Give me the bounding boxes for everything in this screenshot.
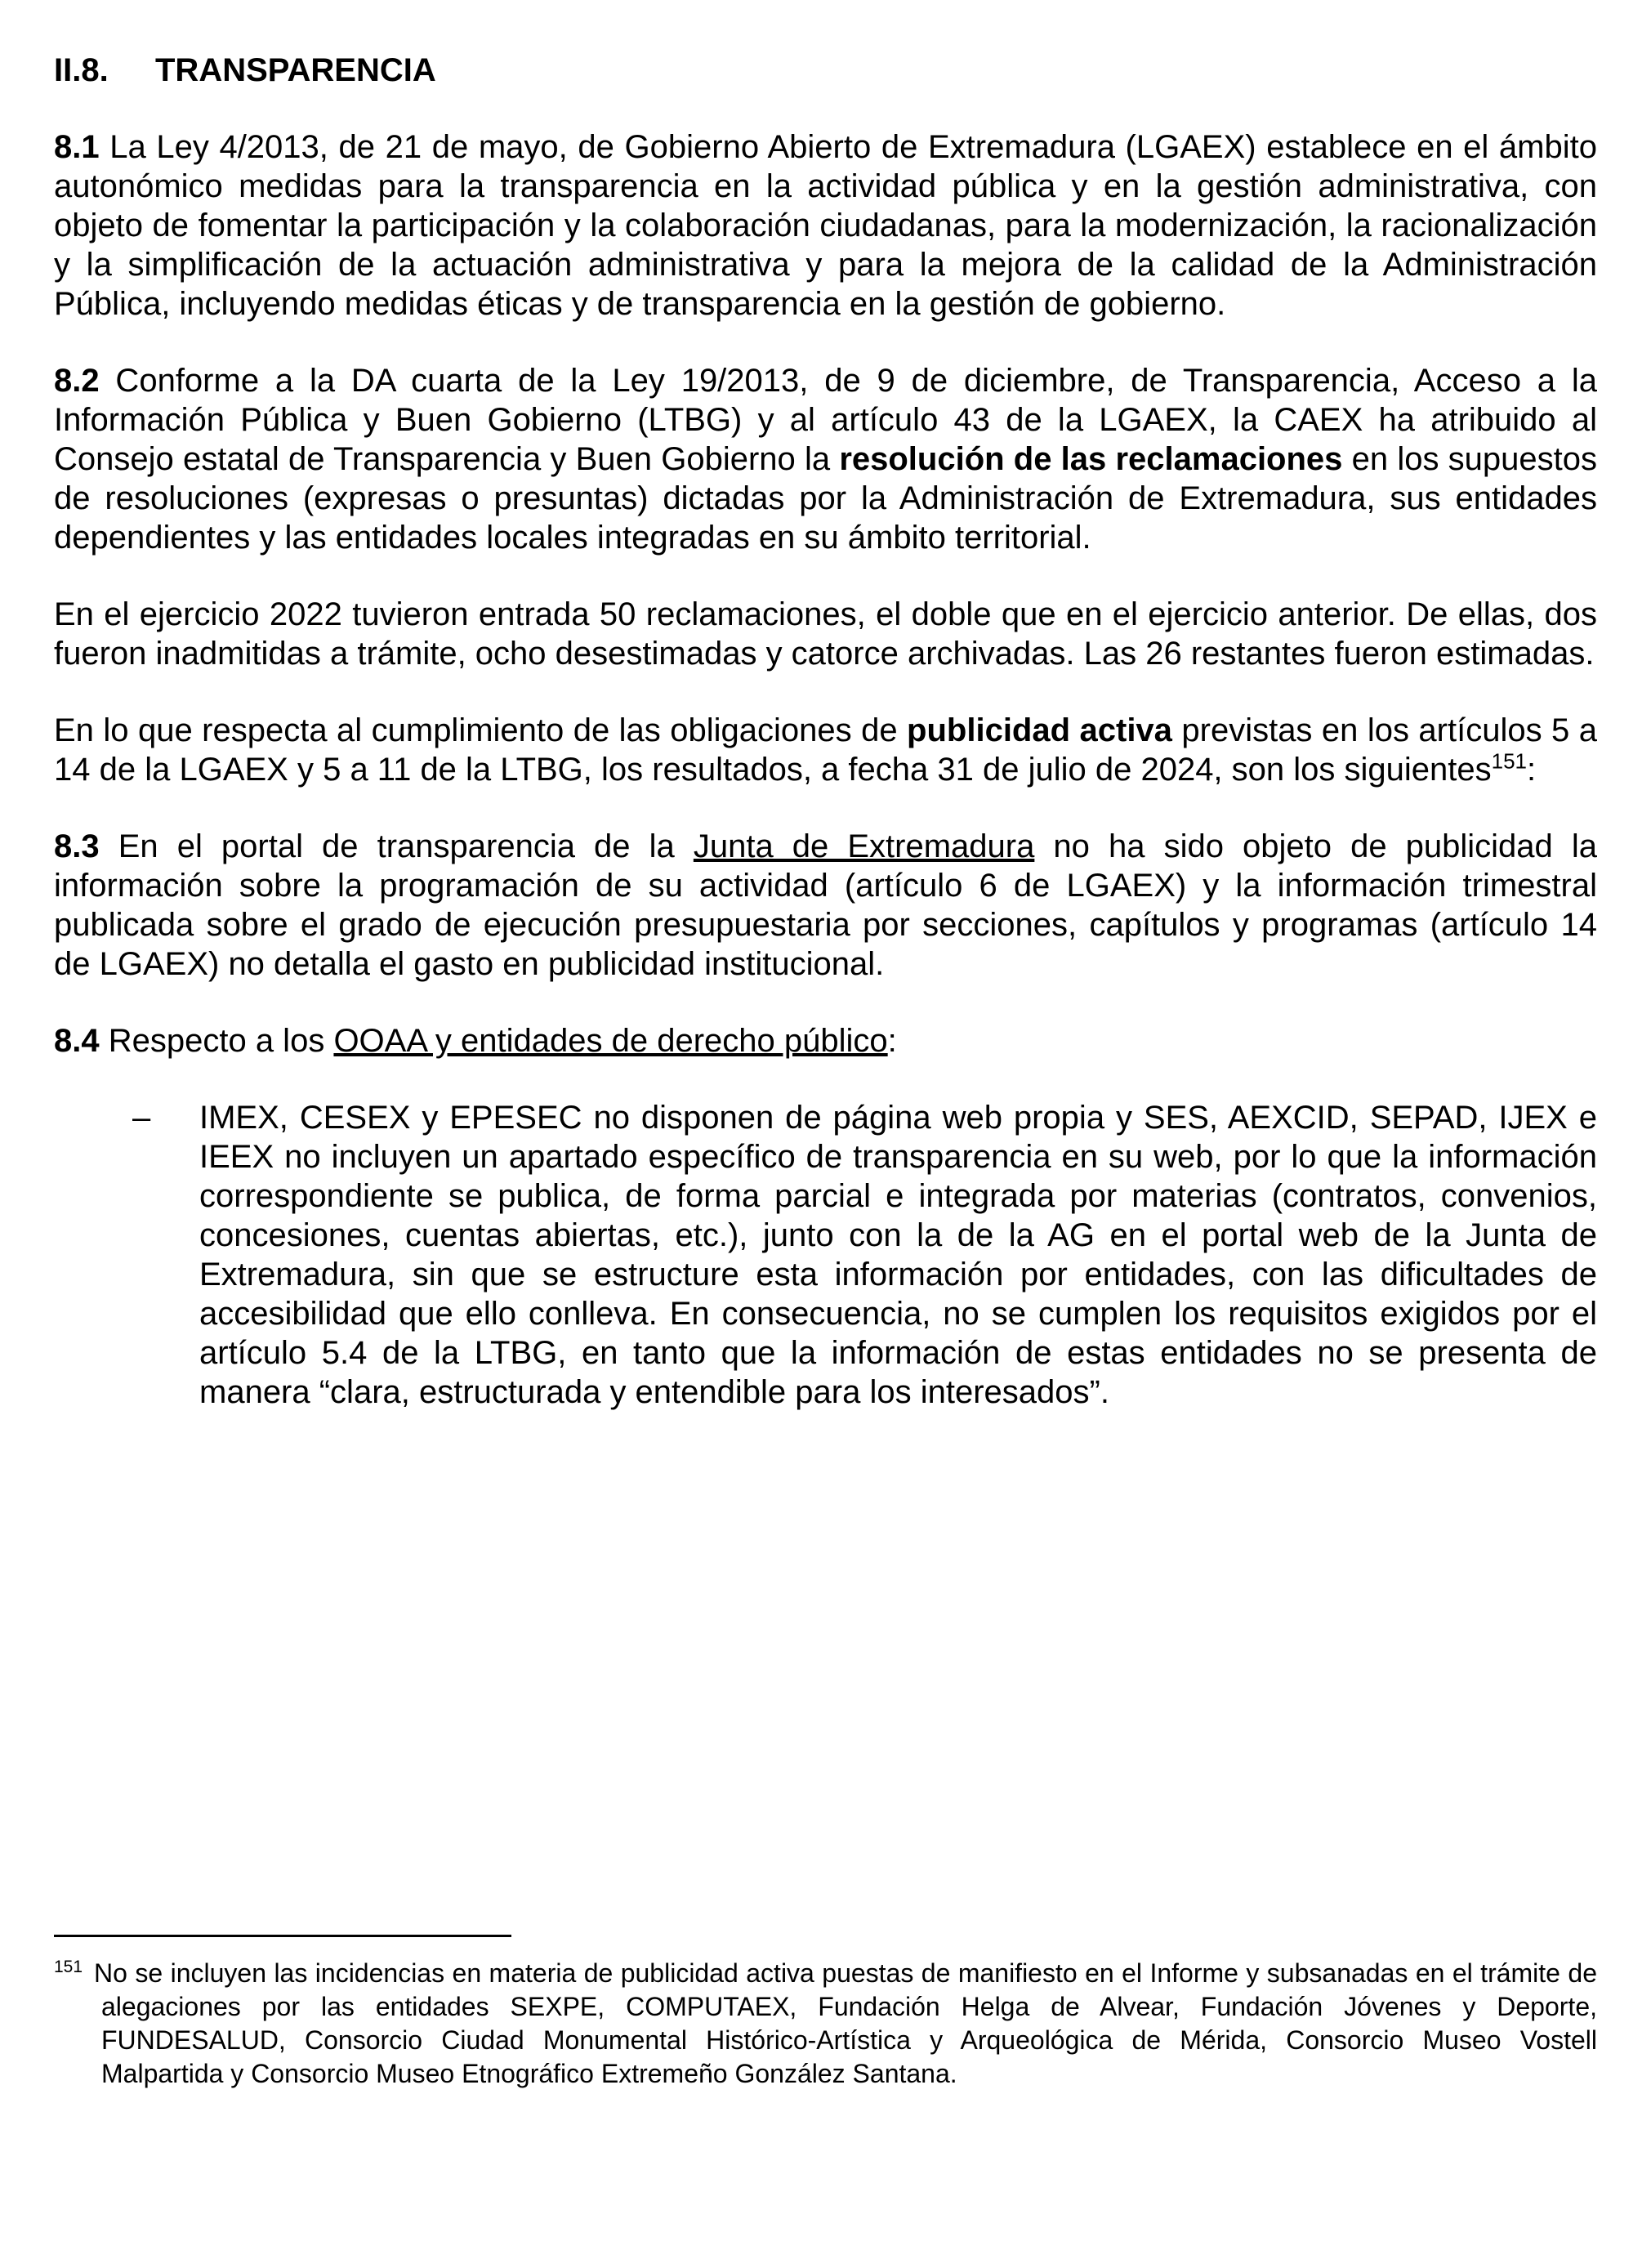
footnote-151 — [54, 1957, 1597, 2091]
section-title: TRANSPARENCIA — [155, 52, 436, 88]
paragraph-reclamaciones-2022: En el ejercicio 2022 tuvieron entrada 50 reclamaciones, el doble que en el ejercicio anterior. De ellas, dos fueron inadmitidas a trámite, ocho desestimadas y catorce archivadas. Las 26 restantes fueron estimadas. — [54, 596, 1597, 672]
footnote-area — [54, 1935, 1597, 2091]
footnote-text: No se incluyen las incidencias en materia de publicidad activa puestas de manifiesto en el Informe y subsanadas en el trámite de alegaciones por las entidades SEXPE, COMPUTAEX, Fundación Helga de Alvear, Fundación Jóvenes y Deporte, FUNDESALUD, Consorcio Ciudad Monumental Histórico-Artística y Arqueológica de Mérida, Consorcio Museo Vostell Malpartida y Consorcio Museo Etnográfico Extremeño González Santana. — [94, 1958, 1597, 2088]
section-heading — [54, 51, 1597, 90]
list-item-ooaa — [54, 1098, 1597, 1412]
list-dash-marker: – — [132, 1100, 151, 1136]
paragraph-8-4: 8.4 Respecto a los OOAA y entidades de derecho público: — [54, 1023, 897, 1059]
footnote-number: 151 — [54, 1958, 83, 1977]
footnote-separator-rule — [54, 1935, 511, 1937]
paragraph-publicidad-activa: En lo que respecta al cumplimiento de las obligaciones de publicidad activa previstas en los artículos 5 a 14 de la LGAEX y 5 a 11 de la LTBG, los resultados, a fecha 31 de julio de 2024, son los siguientes$^{151}$: — [54, 712, 1598, 788]
paragraph-8-3: 8.3 En el portal de transparencia de la Junta de Extremadura no ha sido objeto de publicidad la información sobre la programación de su actividad (artículo 6 de LGAEX) y la información trimestral publicada sobre el grado de ejecución presupuestaria por secciones, capítulos y programas (artículo 14 de LGAEX) no detalla el gasto en publicidad institucional. — [54, 828, 1598, 982]
section-number: II.8. — [54, 52, 109, 88]
paragraph-8-2: 8.2 Conforme a la DA cuarta de la Ley 19/2013, de 9 de diciembre, de Transparencia, Acceso a la Información Pública y Buen Gobierno (LTBG) y al artículo 43 de la LGAEX, la CAEX ha atribuido al Consejo estatal de Transparencia y Buen Gobierno la resolución de las reclamaciones en los supuestos de resoluciones (expresas o presuntas) dictadas por la Administración de Extremadura, sus entidades dependientes y las entidades locales integradas en su ámbito territorial. — [54, 363, 1597, 556]
paragraph-8-1: 8.1 La Ley 4/2013, de 21 de mayo, de Gobierno Abierto de Extremadura (LGAEX) establece en el ámbito autonómico medidas para la transparencia en la actividad pública y en la gestión administrativa, con objeto de fomentar la participación y la colaboración ciudadanas, para la modernización, la racionalización y la simplificación de la actuación administrativa y para la mejora de la calidad de la Administración Pública, incluyendo medidas éticas y de transparencia en la gestión de gobierno. — [54, 129, 1597, 322]
list-item-text: IMEX, CESEX y EPESEC no disponen de página web propia y SES, AEXCID, SEPAD, IJEX e IEEX no incluyen un apartado específico de transparencia en su web, por lo que la información correspondiente se publica, de forma parcial e integrada por materias (contratos, convenios, concesiones, cuentas abiertas, etc.), junto con la de la AG en el portal web de la Junta de Extremadura, sin que se estructure esta información por entidades, con las dificultades de accesibilidad que ello conlleva. En consecuencia, no se cumplen los requisitos exigidos por el artículo 5.4 de la LTBG, en tanto que la información de estas entidades no se presenta de manera “clara, estructurada y entendible para los interesados”. — [199, 1100, 1597, 1410]
